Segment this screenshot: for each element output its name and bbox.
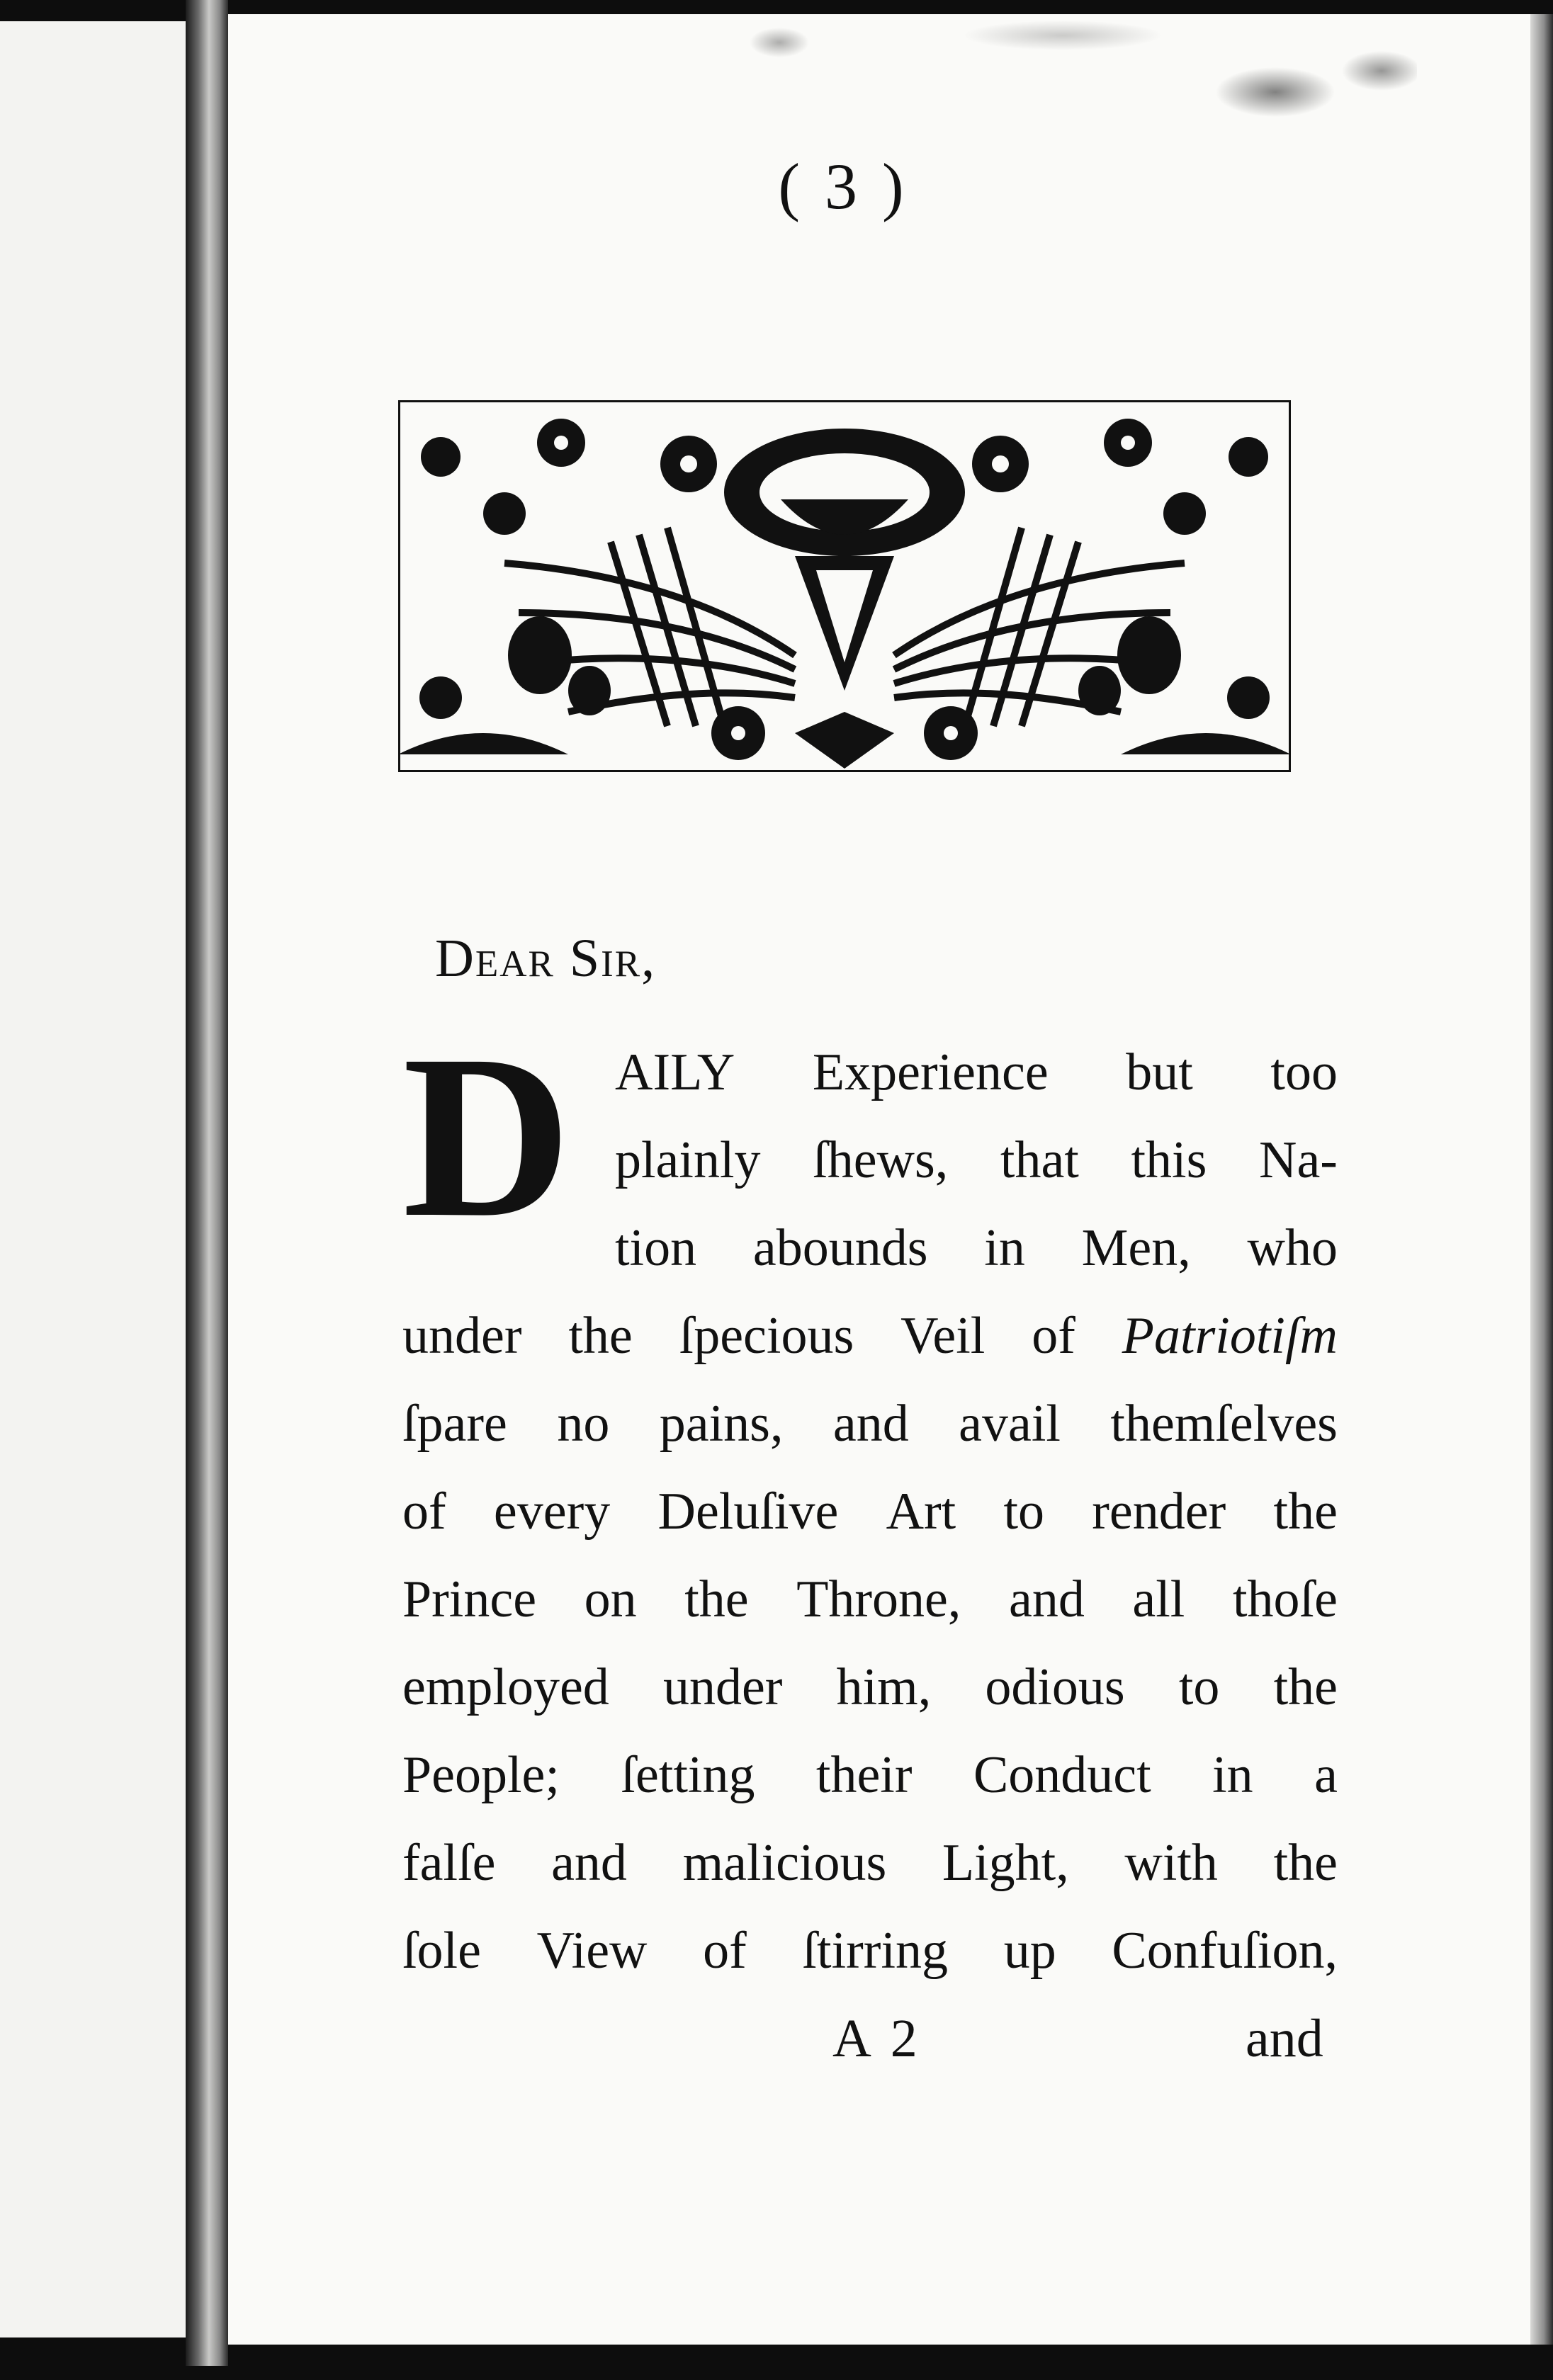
word: but: [1126, 1043, 1193, 1101]
word: no: [557, 1395, 610, 1453]
word: and: [832, 1395, 909, 1453]
salutation: Dear Sir,: [435, 929, 657, 988]
word: ſpare: [402, 1395, 507, 1453]
word: odious: [985, 1658, 1125, 1716]
word: to: [1178, 1658, 1220, 1716]
word: and: [1008, 1570, 1085, 1628]
word: the: [1273, 1483, 1338, 1541]
word: him,: [836, 1658, 932, 1716]
word-italic: Patriotiſm: [1122, 1307, 1338, 1365]
word: the: [1273, 1834, 1338, 1892]
word: in: [1212, 1746, 1253, 1804]
word: Prince: [402, 1570, 537, 1628]
word: the: [684, 1570, 749, 1628]
floral-headpiece-ornament-icon: [398, 400, 1291, 772]
word: People;: [402, 1746, 560, 1804]
text-line: [402, 1380, 1338, 1468]
word: tion: [615, 1219, 697, 1277]
word: plainly: [615, 1131, 761, 1189]
catchword: and: [1246, 2009, 1323, 2068]
word: with: [1124, 1834, 1218, 1892]
text-line: [402, 1907, 1338, 1995]
word: Confuſion,: [1112, 1922, 1338, 1980]
previous-page-edge: [0, 21, 186, 2338]
text-line: [402, 1819, 1338, 1907]
word: Light,: [942, 1834, 1069, 1892]
word: themſelves: [1110, 1395, 1338, 1453]
word: of: [402, 1483, 446, 1541]
word: Veil: [900, 1307, 986, 1365]
word: ſpecious: [679, 1307, 854, 1365]
word: ſhews,: [813, 1131, 949, 1189]
word: malicious: [682, 1834, 887, 1892]
word: avail: [959, 1395, 1061, 1453]
text-line: [402, 1643, 1338, 1731]
word: Men,: [1081, 1219, 1191, 1277]
word: pains,: [659, 1395, 784, 1453]
printer-signature-mark: A 2: [832, 2009, 922, 2068]
text-line: [615, 1116, 1338, 1204]
word: to: [1003, 1483, 1045, 1541]
word: Na-: [1259, 1131, 1338, 1189]
foxing-stain: [638, 14, 1417, 135]
word: of: [703, 1922, 747, 1980]
word: every: [493, 1483, 611, 1541]
word: employed: [402, 1658, 609, 1716]
word: of: [1032, 1307, 1075, 1365]
word: ſole: [402, 1922, 481, 1980]
word: this: [1131, 1131, 1207, 1189]
word: ſetting: [621, 1746, 755, 1804]
letter-body: [402, 1007, 1338, 1995]
text-line: [402, 1468, 1338, 1556]
word: the: [568, 1307, 633, 1365]
word: Conduct: [973, 1746, 1151, 1804]
text-line: [402, 1556, 1338, 1643]
word: and: [551, 1834, 627, 1892]
word: under: [402, 1307, 522, 1365]
word: Experience: [812, 1043, 1049, 1101]
word: Throne,: [796, 1570, 961, 1628]
text-line: [615, 1204, 1338, 1292]
word: who: [1247, 1219, 1338, 1277]
word: all: [1132, 1570, 1185, 1628]
word: falſe: [402, 1834, 496, 1892]
text-line: [402, 1292, 1338, 1380]
word: ſtirring: [802, 1922, 949, 1980]
word: on: [584, 1570, 637, 1628]
drop-cap-letter: D: [402, 1007, 572, 1266]
word: in: [984, 1219, 1025, 1277]
book-gutter: [186, 0, 228, 2366]
text-line: [402, 1731, 1338, 1819]
word: View: [536, 1922, 648, 1980]
word: render: [1092, 1483, 1226, 1541]
page-fore-edge: [1530, 14, 1553, 2345]
word: that: [1000, 1131, 1079, 1189]
text-line: [615, 1028, 1338, 1116]
word: AILY: [615, 1043, 735, 1101]
word: too: [1270, 1043, 1338, 1101]
word: their: [815, 1746, 913, 1804]
word: the: [1273, 1658, 1338, 1716]
page-number: ( 3 ): [778, 150, 908, 222]
word: thoſe: [1232, 1570, 1338, 1628]
word: up: [1003, 1922, 1056, 1980]
word: a: [1314, 1746, 1338, 1804]
word: under: [662, 1658, 783, 1716]
word: abounds: [752, 1219, 928, 1277]
word: Deluſive: [657, 1483, 839, 1541]
word: Art: [886, 1483, 956, 1541]
